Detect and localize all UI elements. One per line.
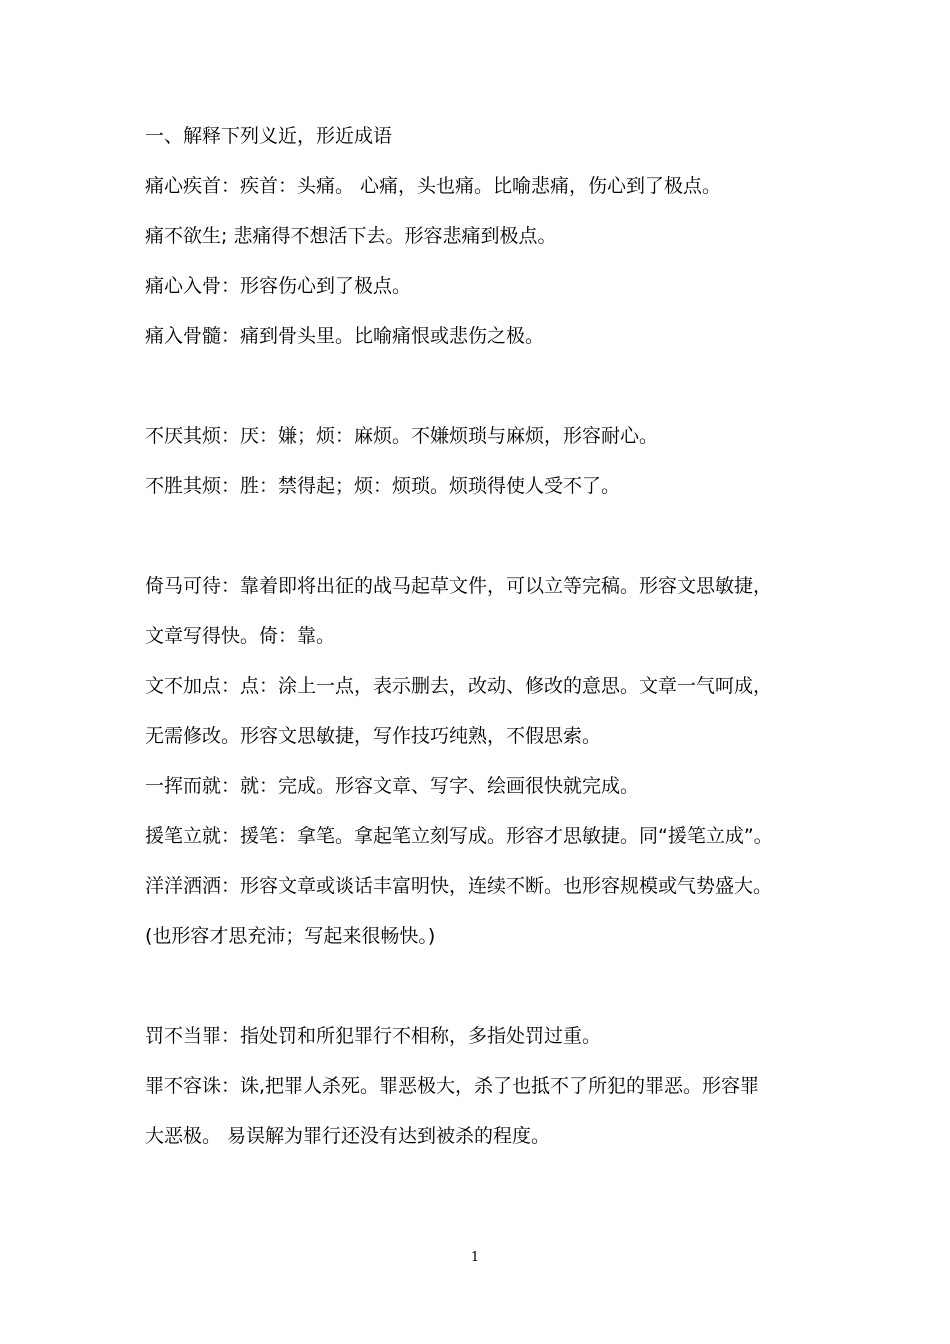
text-line: 罪不容诛：诛,把罪人杀死。罪恶极大，杀了也抵不了所犯的罪恶。形容罪 [145, 1075, 760, 1097]
document-body [145, 111, 825, 1161]
text-line: (也形容才思充沛；写起来很畅快。) [145, 925, 436, 947]
blank-line [145, 961, 825, 1011]
text-line: 倚马可待：靠着即将出征的战马起草文件，可以立等完稿。形容文思敏捷， [145, 575, 773, 597]
text-line: 文章写得快。倚：靠。 [145, 625, 336, 647]
text-line: 痛入骨髓：痛到骨头里。比喻痛恨或悲伤之极。 [145, 325, 545, 347]
text-line: 痛不欲生; 悲痛得不想活下去。形容悲痛到极点。 [145, 225, 557, 247]
blank-line [145, 361, 825, 411]
blank-line [145, 511, 825, 561]
text-line: 一挥而就：就：完成。形容文章、写字、绘画很快就完成。 [145, 775, 640, 797]
text-line: 无需修改。形容文思敏捷，写作技巧纯熟，不假思索。 [145, 725, 602, 747]
text-line: 不胜其烦：胜：禁得起；烦：烦琐。烦琐得使人受不了。 [145, 475, 621, 497]
section-heading: 一、解释下列义近，形近成语 [145, 125, 393, 147]
text-line: 洋洋洒洒：形容文章或谈话丰富明快，连续不断。也形容规模或气势盛大。 [145, 875, 773, 897]
text-line: 痛心疾首：疾首：头痛。 心痛，头也痛。比喻悲痛，伤心到了极点。 [145, 175, 722, 197]
text-line: 大恶极。 易误解为罪行还没有达到被杀的程度。 [145, 1125, 551, 1147]
text-line: 罚不当罪：指处罚和所犯罪行不相称，多指处罚过重。 [145, 1025, 602, 1047]
page-number: 1 [470, 1250, 480, 1265]
text-line: 援笔立就：援笔：拿笔。拿起笔立刻写成。形容才思敏捷。同“援笔立成”。 [145, 825, 773, 847]
text-line: 不厌其烦：厌：嫌；烦：麻烦。不嫌烦琐与麻烦，形容耐心。 [145, 425, 659, 447]
text-line: 痛心入骨：形容伤心到了极点。 [145, 275, 412, 297]
text-line: 文不加点：点：涂上一点，表示删去，改动、修改的意思。文章一气呵成， [145, 675, 773, 697]
